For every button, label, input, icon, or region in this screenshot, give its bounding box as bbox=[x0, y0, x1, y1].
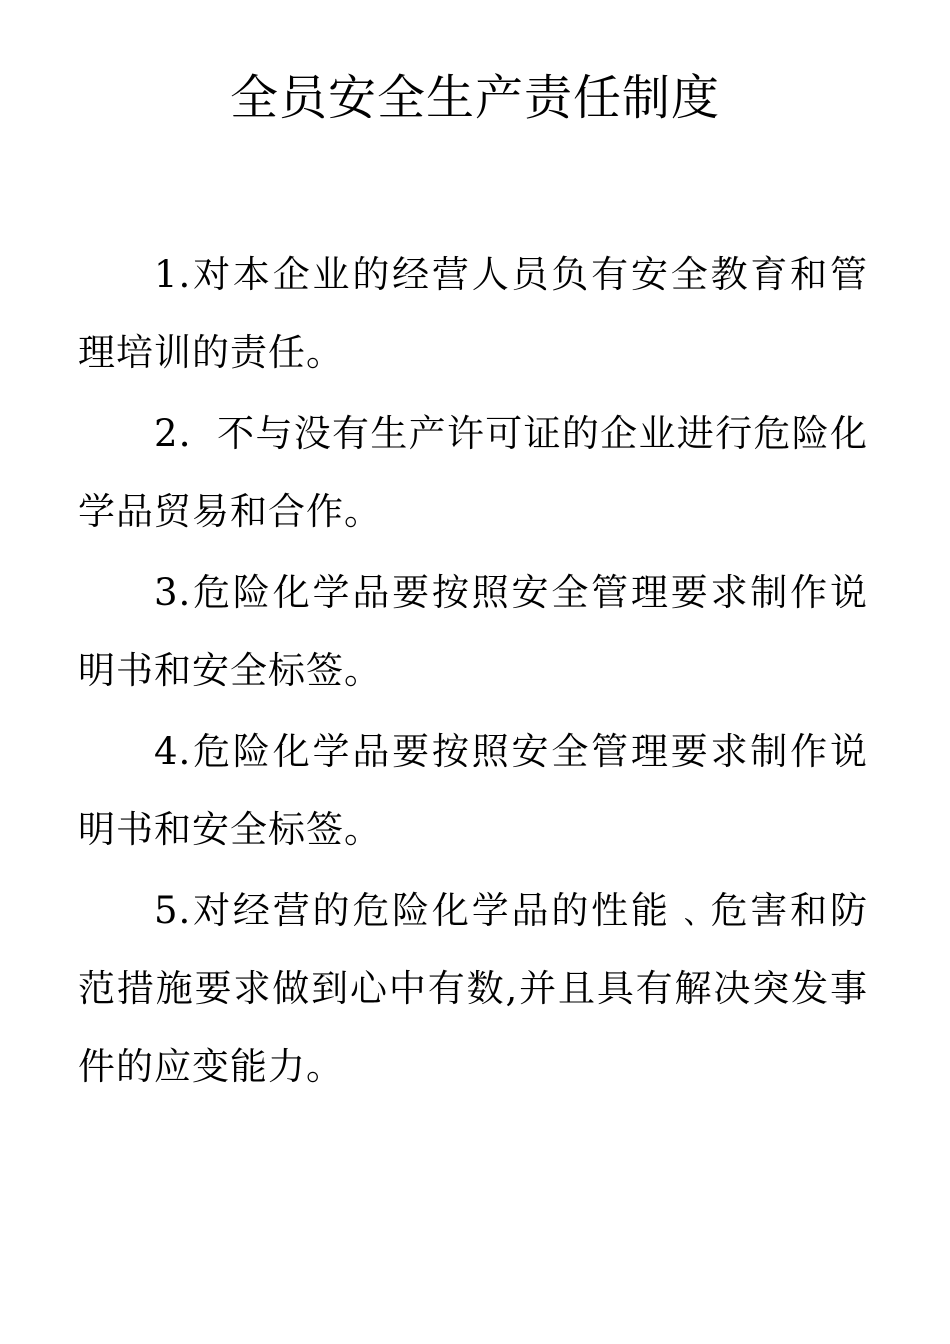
paragraph-4: 4.危险化学品要按照安全管理要求制作说明书和安全标签。 bbox=[78, 730, 868, 851]
paragraph-5: 5.对经营的危险化学品的性能﹑危害和防范措施要求做到心中有数,并且具有解决突发事件的应变能力。 bbox=[78, 889, 868, 1088]
document-title: 全员安全生产责任制度 bbox=[229, 70, 720, 126]
paragraph-2: 2．不与没有生产许可证的企业进行危险化学品贸易和合作。 bbox=[78, 412, 868, 533]
paragraph-1: 1.对本企业的经营人员负有安全教育和管理培训的责任。 bbox=[78, 253, 868, 374]
paragraph-3: 3.危险化学品要按照安全管理要求制作说明书和安全标签。 bbox=[78, 571, 868, 692]
document-body bbox=[78, 236, 868, 1109]
